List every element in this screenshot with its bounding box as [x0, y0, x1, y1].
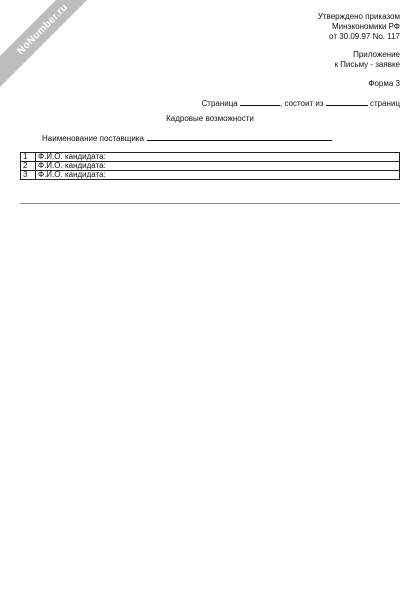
document-title: Кадровые возможности	[166, 114, 254, 123]
watermark-text: NoNumber.ru	[15, 1, 70, 57]
supplier-label: Наименование поставщика	[42, 134, 144, 143]
row-number: 2	[21, 162, 36, 171]
row-number: 1	[21, 153, 36, 162]
supplier-line	[42, 132, 332, 143]
page-label: Страница	[201, 99, 238, 108]
approval-line: Минэкономики РФ	[331, 22, 400, 31]
consists-label: , состоит из	[280, 99, 324, 108]
form-label: Форма 3	[368, 79, 400, 88]
appendix-line: к Письму - заявке	[334, 60, 400, 69]
appendix-block	[334, 50, 400, 70]
page-number-blank	[240, 97, 280, 106]
approval-block	[318, 12, 400, 42]
candidates-table	[20, 152, 400, 180]
pages-label: страниц	[369, 99, 400, 108]
table-row	[21, 171, 400, 180]
supplier-name-blank	[147, 132, 332, 141]
row-number: 3	[21, 171, 36, 180]
approval-line: от 30.09.97 No. 117	[329, 32, 400, 41]
candidate-label: Ф.И.О. кандидата:	[36, 153, 400, 162]
approval-line: Утверждено приказом	[317, 12, 400, 21]
page-count-line	[202, 97, 401, 108]
appendix-line: Приложение	[353, 50, 400, 59]
candidate-label: Ф.И.О. кандидата:	[36, 162, 400, 171]
watermark-ribbon	[0, 0, 109, 95]
candidate-label: Ф.И.О. кандидата:	[36, 171, 400, 180]
page-divider	[20, 203, 400, 204]
total-pages-blank	[326, 97, 368, 106]
